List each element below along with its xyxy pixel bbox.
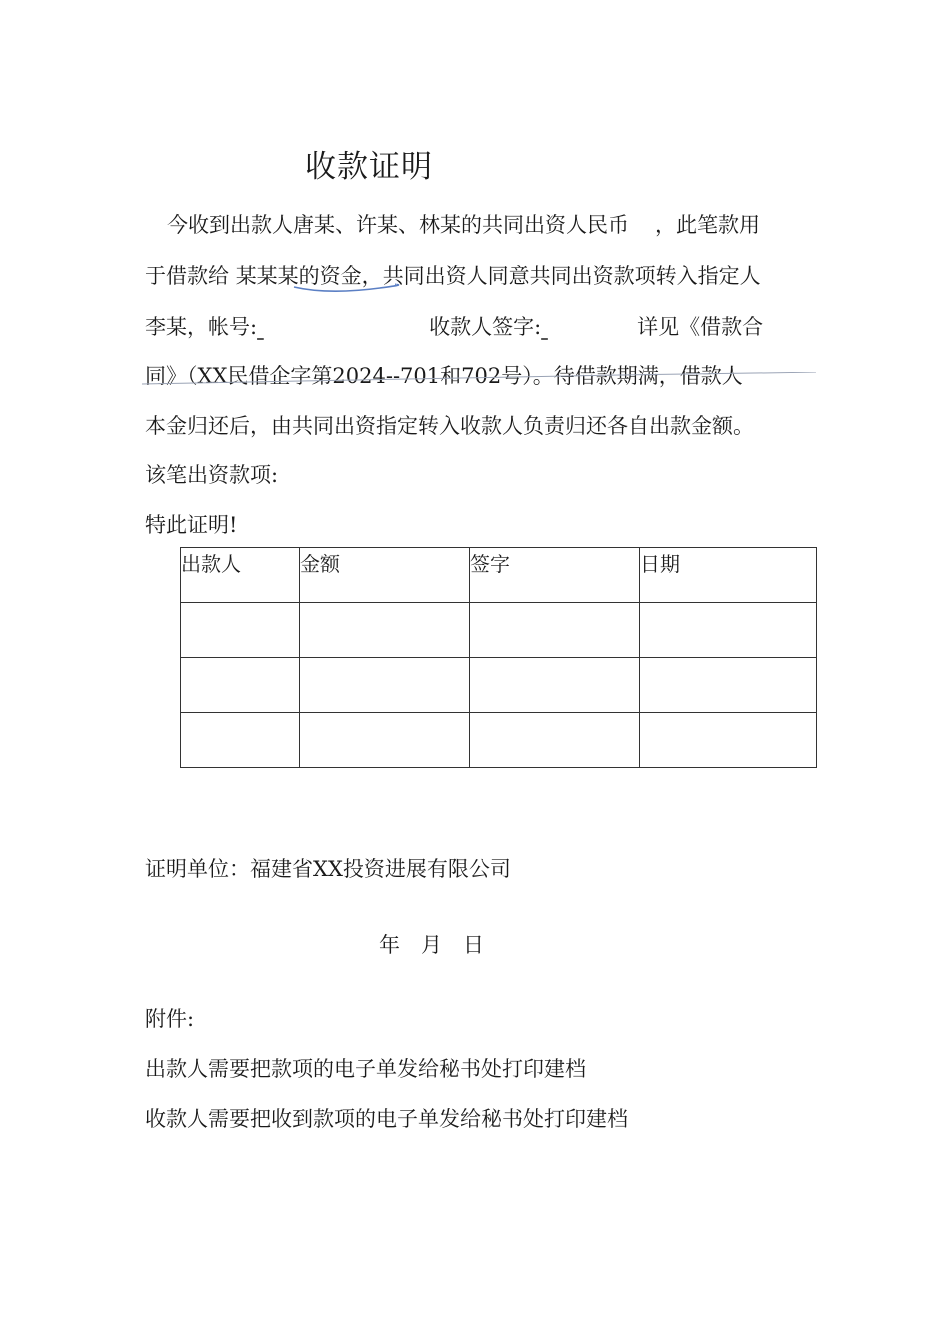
col-header-signature: 签字 (470, 548, 640, 603)
attachment-item-2: 收款人需要把收到款项的电子单发给秘书处打印建档 (145, 1107, 628, 1131)
certify-text: 特此证明! (145, 513, 238, 537)
table-row (181, 603, 817, 658)
signature-blank (541, 312, 637, 342)
table-cell[interactable] (640, 658, 817, 713)
attachment-label: 附件: (145, 1007, 195, 1031)
body-text: 于借款给 (145, 264, 229, 288)
body-line-3 (145, 312, 763, 342)
table-cell[interactable] (181, 658, 300, 713)
table-cell[interactable] (300, 658, 470, 713)
issuer-line: 证明单位：福建省XX投资进展有限公司 (145, 857, 511, 881)
body-text: 今收到出款人唐某、许某、林某的共同出资人民币 (167, 213, 629, 237)
table-cell[interactable] (181, 713, 300, 768)
table-cell[interactable] (300, 603, 470, 658)
table-row (181, 713, 817, 768)
table-cell[interactable] (470, 603, 640, 658)
body-text: 李某，帐号: (145, 315, 258, 339)
body-text: 共同出资人同意共同出资款项转入指定人 (382, 264, 761, 288)
date-line: 年 月 日 (379, 933, 484, 957)
table-cell[interactable] (640, 603, 817, 658)
body-line-4 (145, 361, 743, 391)
body-line-5 (145, 411, 754, 441)
borrower-name: 某某某的资金， (235, 264, 383, 288)
document-title: 收款证明 (305, 149, 433, 185)
account-blank (257, 312, 429, 342)
body-text: 详见《借款合 (637, 315, 764, 339)
table-cell[interactable] (300, 713, 470, 768)
table-cell[interactable] (470, 713, 640, 768)
body-text: 同》（XX民借企字第2024--701和702号）。待借款期满，借款人 (145, 364, 743, 388)
table-row (181, 658, 817, 713)
body-line-2 (145, 261, 761, 291)
table-cell[interactable] (470, 658, 640, 713)
body-line-1 (167, 210, 760, 240)
col-header-amount: 金额 (300, 548, 470, 603)
payer-table (180, 547, 817, 768)
body-text: ，此笔款用 (655, 213, 760, 237)
col-header-payer: 出款人 (181, 548, 300, 603)
attachment-item-1: 出款人需要把款项的电子单发给秘书处打印建档 (145, 1057, 586, 1081)
table-cell[interactable] (640, 713, 817, 768)
table-cell[interactable] (181, 603, 300, 658)
funding-label: 该笔出资款项: (145, 463, 279, 487)
body-text: 本金归还后，由共同出资指定转入收款人负责归还各自出款金额。 (145, 414, 754, 438)
col-header-date: 日期 (640, 548, 817, 603)
body-text: 收款人签字: (429, 315, 542, 339)
table-header-row (181, 548, 817, 603)
